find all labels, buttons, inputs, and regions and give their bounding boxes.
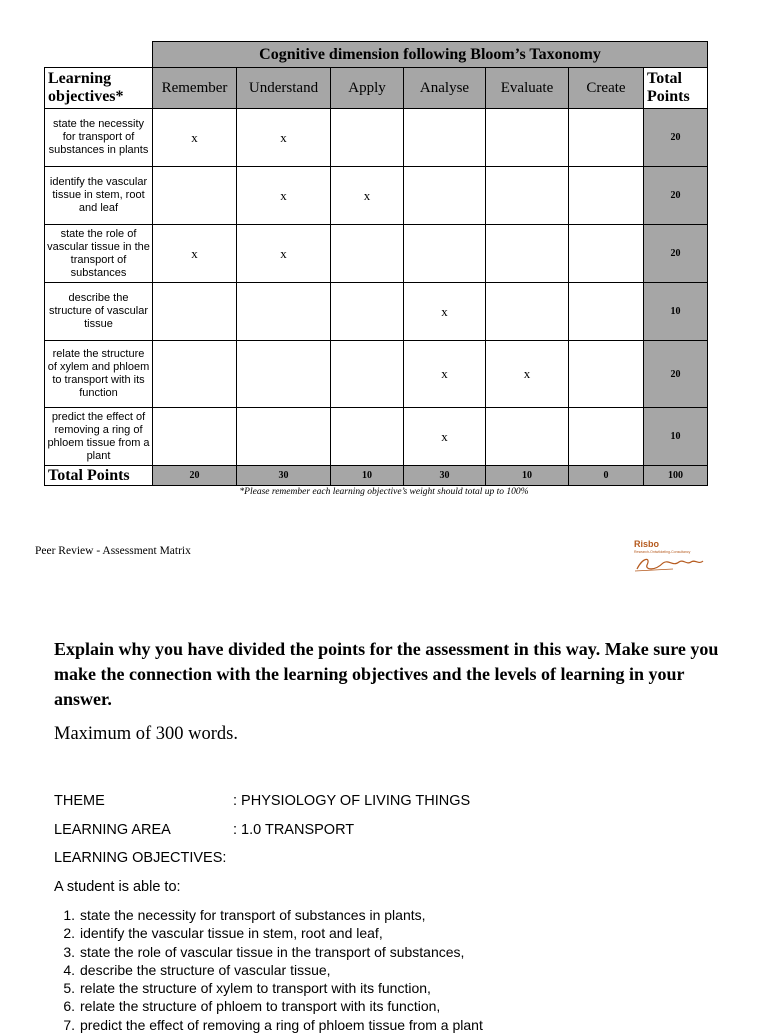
level-total: 30 [237, 466, 331, 486]
level-total: 30 [404, 466, 486, 486]
cognitive-dimension-header: Cognitive dimension following Bloom’s Taxonomy [153, 42, 708, 68]
matrix-row [45, 225, 708, 283]
explanation-prompt: Explain why you have divided the points for the assessment in this way. Make sure you make the connection with the learning objectives and the levels of learning in your answer. [54, 639, 719, 709]
mark-cell: x [331, 167, 404, 225]
matrix-row [45, 167, 708, 225]
mark-cell [569, 341, 644, 408]
level-total: 0 [569, 466, 644, 486]
max-words: Maximum of 300 words. [54, 724, 238, 744]
level-header: Analyse [404, 68, 486, 109]
mark-cell [237, 408, 331, 466]
mark-cell [486, 225, 569, 283]
objective-text: identify the vascular tissue in stem, root and leaf, [80, 925, 383, 942]
mark-cell: x [153, 225, 237, 283]
mark-cell: x [404, 408, 486, 466]
mark-cell [486, 109, 569, 167]
logo-tagline: Research-Ontwikkeling-Consultancy [634, 550, 691, 554]
theme-label: THEME [54, 793, 105, 809]
row-points: 10 [644, 408, 708, 466]
objectives-list [54, 906, 483, 1034]
row-points: 20 [644, 109, 708, 167]
mark-cell [486, 283, 569, 341]
objective-number: 1. [63, 907, 75, 923]
objective-number: 3. [63, 943, 75, 960]
objective-text: relate the structure of xylem to transport with its function, [80, 980, 431, 997]
matrix-row [45, 341, 708, 408]
learning-area-label: LEARNING AREA [54, 822, 171, 838]
level-header: Remember [153, 68, 237, 109]
objective-item [54, 961, 483, 979]
objective-item [54, 906, 483, 924]
mark-cell [331, 283, 404, 341]
mark-cell [569, 225, 644, 283]
objective-number: 7. [63, 1016, 75, 1033]
objective-cell: identify the vascular tissue in stem, root and leaf [45, 167, 153, 225]
mark-cell [331, 408, 404, 466]
level-header: Understand [237, 68, 331, 109]
row-points: 20 [644, 225, 708, 283]
mark-cell [569, 167, 644, 225]
level-total: 10 [331, 466, 404, 486]
grand-total: 100 [644, 466, 708, 486]
blank-corner [45, 42, 153, 68]
logo-brand: Risbo [634, 539, 660, 549]
matrix-row [45, 109, 708, 167]
row-points: 20 [644, 167, 708, 225]
learning-objectives-header: Learning objectives* [45, 68, 153, 109]
mark-cell [153, 408, 237, 466]
logo-signature-icon [633, 553, 708, 575]
footer-title: Peer Review - Assessment Matrix [35, 545, 191, 557]
objective-text: state the necessity for transport of substances in plants, [80, 907, 426, 923]
level-header: Evaluate [486, 68, 569, 109]
objective-text: state the role of vascular tissue in the transport of substances, [80, 943, 465, 960]
mark-cell [153, 283, 237, 341]
mark-cell [331, 109, 404, 167]
objective-item [54, 1016, 483, 1034]
learning-area-value: : 1.0 TRANSPORT [233, 822, 355, 838]
mark-cell [237, 283, 331, 341]
objective-number: 4. [63, 961, 75, 978]
mark-cell [153, 341, 237, 408]
total-points-header: Total Points [644, 68, 708, 109]
row-points: 10 [644, 283, 708, 341]
mark-cell [237, 341, 331, 408]
row-points: 20 [644, 341, 708, 408]
mark-cell: x [153, 109, 237, 167]
matrix-body [45, 109, 708, 466]
mark-cell: x [404, 341, 486, 408]
mark-cell: x [404, 283, 486, 341]
weight-note: *Please remember each learning objective’s weight should total up to 100% [239, 487, 529, 497]
objective-cell: state the necessity for transport of substances in plants [45, 109, 153, 167]
objective-item [54, 924, 483, 942]
objective-number: 5. [63, 980, 75, 997]
objective-cell: state the role of vascular tissue in the transport of substances [45, 225, 153, 283]
mark-cell [569, 109, 644, 167]
mark-cell [569, 408, 644, 466]
mark-cell [331, 341, 404, 408]
mark-cell [486, 408, 569, 466]
objective-item [54, 997, 483, 1015]
theme-value: : PHYSIOLOGY OF LIVING THINGS [233, 793, 471, 809]
objective-item [54, 943, 483, 961]
mark-cell [486, 167, 569, 225]
risbo-logo [633, 539, 708, 575]
objective-number: 2. [63, 925, 75, 942]
mark-cell [404, 225, 486, 283]
objective-cell: describe the structure of vascular tissue [45, 283, 153, 341]
objectives-intro: A student is able to: [54, 879, 181, 895]
assessment-matrix [44, 41, 708, 486]
mark-cell: x [237, 167, 331, 225]
mark-cell: x [486, 341, 569, 408]
mark-cell [569, 283, 644, 341]
objective-text: describe the structure of vascular tissue, [80, 961, 331, 978]
objective-cell: relate the structure of xylem and phloem to transport with its function [45, 341, 153, 408]
mark-cell: x [237, 225, 331, 283]
objective-number: 6. [63, 998, 75, 1015]
mark-cell [153, 167, 237, 225]
matrix-row [45, 408, 708, 466]
objective-text: relate the structure of phloem to transport with its function, [80, 998, 441, 1015]
matrix-row [45, 283, 708, 341]
level-header: Create [569, 68, 644, 109]
objective-text: predict the effect of removing a ring of phloem tissue from a plant [80, 1016, 483, 1033]
mark-cell [404, 167, 486, 225]
totals-label: Total Points [45, 466, 153, 486]
level-total: 20 [153, 466, 237, 486]
mark-cell [331, 225, 404, 283]
mark-cell: x [237, 109, 331, 167]
level-total: 10 [486, 466, 569, 486]
learning-objectives-label: LEARNING OBJECTIVES: [54, 850, 227, 866]
objective-item [54, 979, 483, 997]
objective-cell: predict the effect of removing a ring of phloem tissue from a plant [45, 408, 153, 466]
mark-cell [404, 109, 486, 167]
level-header: Apply [331, 68, 404, 109]
